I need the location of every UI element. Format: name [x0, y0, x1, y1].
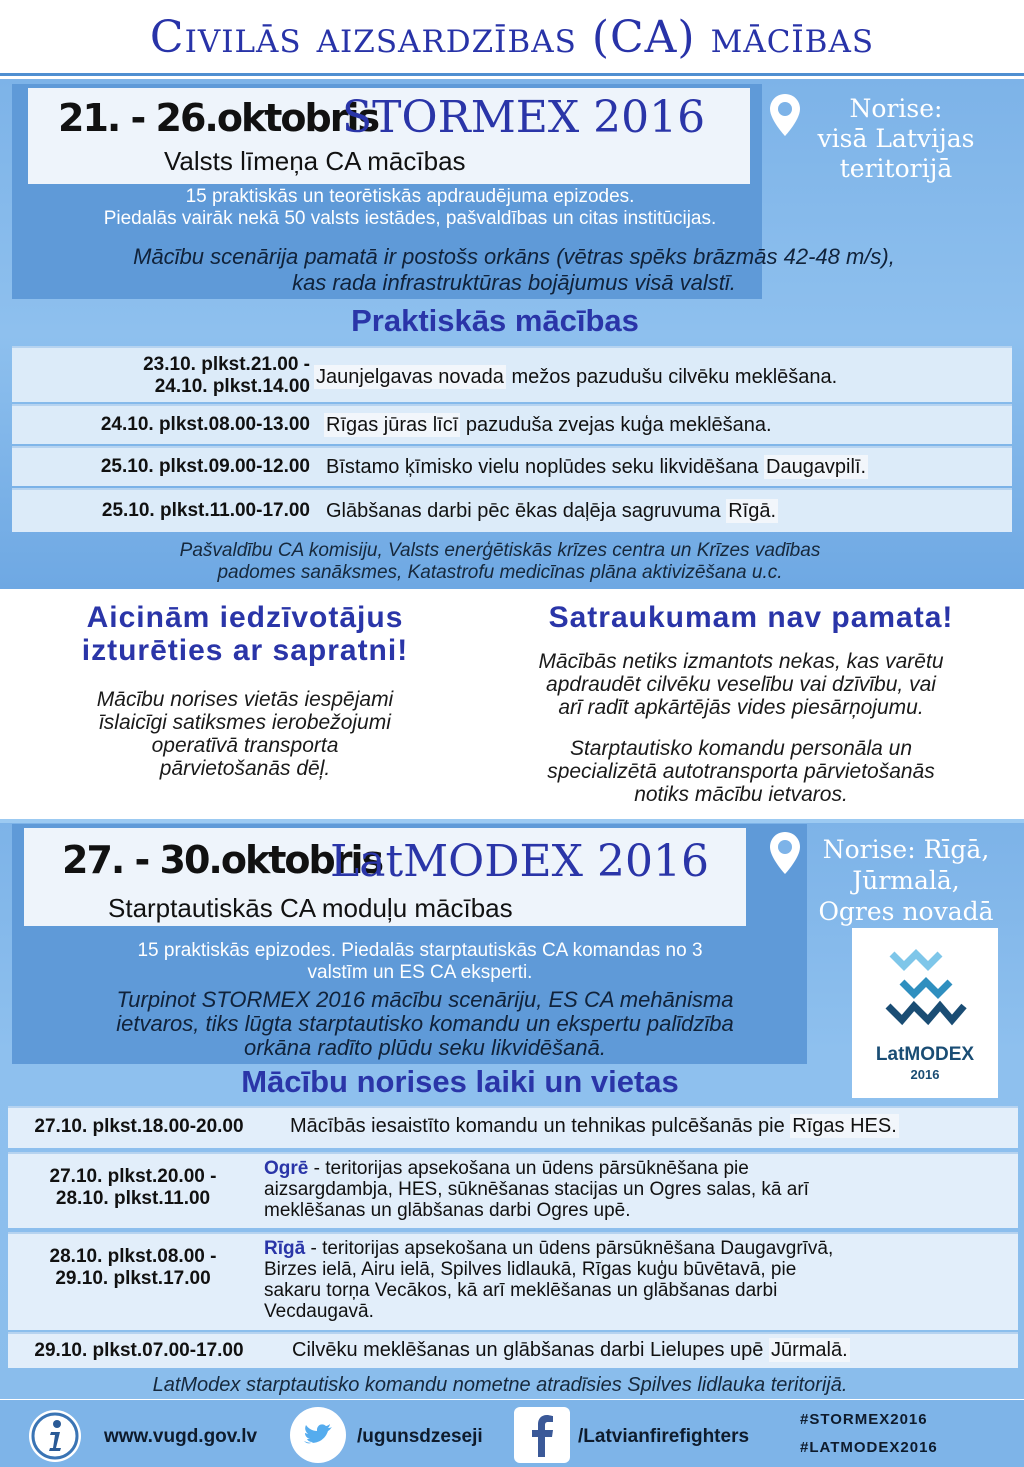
- website-link[interactable]: www.vugd.gov.lv: [104, 1426, 258, 1447]
- latmodex-note: LatModex starptautisko komandu nometne atradīsies Spilves lidlauka teritorijā.: [152, 1374, 848, 1396]
- schedule-desc: Mācībās iesaistīto komandu un tehnikas pulcēšanās pie Rīgas HES.: [290, 1115, 897, 1137]
- schedule-desc: Glābšanas darbi pēc ēkas daļēja sagruvuma Rīgā.: [326, 500, 777, 522]
- schedule-row: [12, 346, 1012, 402]
- stormex-note: Pašvaldību CA komisiju, Valsts enerģētiskās krīzes centra un Krīzes vadības padomes sanāksmes, Katastrofu medicīnas plāna aktivizēšana u.c.: [179, 540, 821, 583]
- schedule-row: [8, 1232, 1018, 1330]
- schedule-desc: Ogrē - teritorijas apsekošana un ūdens pārsūknēšana pie aizsargdambja, HES, sūknēšanas stacijas un Ogres salas, kā arī meklēšanas un glābšanas darbi Ogres upē.: [264, 1158, 809, 1221]
- schedule-time: 27.10. plkst.20.00 - 28.10. plkst.11.00: [49, 1166, 217, 1209]
- practical-heading: Praktiskās mācības: [351, 303, 639, 338]
- schedule-time: 25.10. plkst.09.00-12.00: [100, 456, 310, 477]
- appeal-right-heading: Satraukumam nav pamata!: [548, 601, 954, 634]
- page-title: Civilās aizsardzības (CA) mācības: [149, 12, 875, 63]
- facebook-link[interactable]: /Latvianfirefighters: [578, 1426, 750, 1447]
- location-pin-icon: [768, 830, 802, 876]
- stormex-scenario: Mācību scenārija pamatā ir postošs orkāns (vētras spēks brāzmās 42-48 m/s), kas rada infrastruktūras bojājumus visā valstī.: [133, 244, 895, 295]
- appeal-right-text: Mācībās netiks izmantots nekas, kas varētu apdraudēt cilvēku veselību vai dzīvību, vai arī radīt apkārtējās vides piesārņojumu.: [538, 650, 944, 719]
- stormex-info: 15 praktiskās un teorētiskās apdraudējuma epizodes. Piedalās vairāk nekā 50 valsts iestādes, pašvaldības un citas institūcijas.: [103, 186, 717, 229]
- latmodex-logo-mark: [852, 928, 998, 1038]
- latmodex-dates: 27. - 30.oktobris: [62, 838, 383, 882]
- latmodex-logo-text: LatMODEX: [875, 1044, 975, 1065]
- schedule-desc: Bīstamo ķīmisko vielu noplūdes seku likvidēšana Daugavpilī.: [326, 456, 867, 478]
- latmodex-scenario: Turpinot STORMEX 2016 mācību scenāriju, ES CA mehānisma ietvaros, tiks lūgta starptautisko komandu un ekspertu palīdzība orkāna radīto plūdu seku likvidēšanā.: [116, 987, 734, 1060]
- appeal-right-text2: Starptautisko komandu personāla un specializētā autotransporta pārvietošanās notiks mācību ietvaros.: [547, 737, 935, 806]
- schedule-row: [8, 1106, 1018, 1148]
- schedule-desc: Cilvēku meklēšanas un glābšanas darbi Lielupes upē Jūrmalā.: [292, 1339, 848, 1361]
- times-heading: Mācību norises laiki un vietas: [241, 1064, 679, 1099]
- schedule-time: 24.10. plkst.08.00-13.00: [100, 414, 310, 435]
- stormex-subtitle: Valsts līmeņa CA mācības: [164, 146, 466, 176]
- hashtag-latmodex[interactable]: #LATMODEX2016: [800, 1439, 938, 1456]
- schedule-time: 28.10. plkst.08.00 - 29.10. plkst.17.00: [49, 1246, 217, 1289]
- schedule-desc: Rīgas jūras līcī pazudušа zvejas kuģa meklēšana.: [326, 414, 772, 436]
- twitter-icon: [288, 1405, 348, 1465]
- schedule-row: [12, 446, 1012, 486]
- schedule-time: 25.10. plkst.11.00-17.00: [101, 500, 310, 521]
- schedule-desc: Jaunjelgavas novada mežos pazudušu cilvēku meklēšana.: [316, 366, 838, 388]
- schedule-time: 27.10. plkst.18.00-20.00: [34, 1116, 244, 1137]
- latmodex-subtitle: Starptautiskās CA moduļu mācības: [108, 893, 513, 923]
- stormex-name: STORMEX 2016: [342, 92, 706, 143]
- latmodex-logo-year: 2016: [910, 1067, 940, 1082]
- schedule-desc: Rīgā - teritorijas apsekošana un ūdens pārsūknēšana Daugavgrīvā, Birzes ielā, Airu ielā, Spilves lidlaukā, Rīgas kuģu būvētavā, pie sakaru torņa Vecākos, kā arī meklēšanas un glābšanas darbi Vecdaugavā.: [264, 1238, 834, 1322]
- page-header: [0, 0, 1024, 76]
- schedule-row: [8, 1332, 1018, 1368]
- appeal-left-heading: Aicinām iedzīvotājus izturēties ar sapratni!: [81, 601, 409, 667]
- facebook-icon: [512, 1405, 572, 1465]
- twitter-link[interactable]: /ugunsdzeseji: [357, 1426, 483, 1447]
- latmodex-info: 15 praktiskās epizodes. Piedalās starptautiskās CA komandas no 3 valstīm un ES CA eksperti.: [137, 940, 703, 983]
- schedule-time: 29.10. plkst.07.00-17.00: [34, 1340, 244, 1361]
- appeal-left-text: Mācību norises vietās iespējami īslaicīgi satiksmes ierobežojumi operatīvā transporta pārvietošanās dēļ.: [96, 688, 394, 780]
- schedule-time: 23.10. plkst.21.00 - 24.10. plkst.14.00: [143, 354, 310, 397]
- schedule-row: [12, 404, 1012, 444]
- schedule-row: [12, 488, 1012, 532]
- latmodex-name: LatMODEX 2016: [330, 836, 709, 887]
- hashtag-stormex[interactable]: #STORMEX2016: [800, 1411, 928, 1428]
- stormex-location: Norise: visā Latvijas teritorijā: [817, 94, 975, 183]
- info-icon: [27, 1408, 83, 1464]
- latmodex-location: Norise: Rīgā, Jūrmalā, Ogres novadā: [818, 835, 994, 926]
- schedule-row: [8, 1152, 1018, 1228]
- stormex-dates: 21. - 26.oktobris: [58, 96, 379, 140]
